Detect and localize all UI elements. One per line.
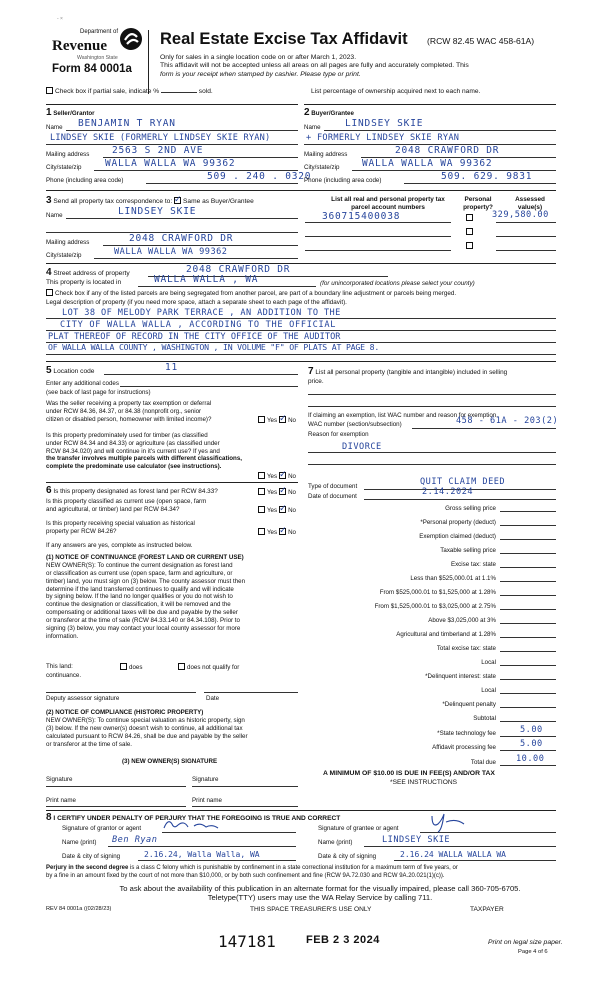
alternate-format: To ask about the availability of this publication in an alternate format for the visually impaired, please call 360-705-6705. Teletype(TTY) users may use the WA Relay Service by calling 711. <box>119 884 521 903</box>
buyer-name-label: Name <box>304 124 321 131</box>
seller-city[interactable]: WALLA WALLA WA 99362 <box>105 158 236 169</box>
page-number: Page 4 of 6 <box>518 949 548 955</box>
amount-line[interactable] <box>500 721 556 722</box>
cb[interactable] <box>279 528 286 535</box>
taxpayer-label: TAXPAYER <box>470 906 504 913</box>
grantor-name[interactable]: Ben Ryan <box>112 835 158 845</box>
form-number: Form 84 0001a <box>52 63 132 75</box>
line <box>308 394 556 395</box>
buyer-name-1[interactable]: LINDSEY SKIE <box>345 118 424 129</box>
print-label-2: Print name <box>192 797 222 804</box>
local-interest: Local <box>481 687 496 694</box>
forest-question: 6 Is this property designated as forest land per RCW 84.33? <box>46 485 218 496</box>
additional-codes-note: (see back of last page for instructions) <box>46 389 151 396</box>
line <box>66 218 298 219</box>
seller-phone[interactable]: 509 . 240 . 0320 <box>207 171 312 182</box>
parcels-col-2: Personal property? <box>463 196 493 211</box>
partial-percent-field[interactable] <box>161 92 197 93</box>
located-label: This property is located in <box>46 279 122 286</box>
notice-line-1: Only for sales in a single location code on or after March 1, 2023. <box>160 54 357 61</box>
same-as-buyer-checkbox[interactable] <box>174 197 181 204</box>
amount-line[interactable] <box>500 736 556 737</box>
notice-line-3: form is your receipt when stamped by cashier. Please type or print. <box>160 71 361 78</box>
parcel-number[interactable]: 360715400038 <box>322 211 401 222</box>
line <box>496 222 556 223</box>
wac-number[interactable]: 458 - 61A - 203(2) <box>456 416 559 426</box>
total-due: Total due <box>470 759 496 766</box>
this-land-label: This land: <box>46 663 73 670</box>
legal-line-3[interactable]: PLAT THEREOF OF RECORD IN THE CITY OFFICE OF THE AUDITOR <box>48 332 341 342</box>
ownership-note: List percentage of ownership acquired next to each name. <box>311 88 481 95</box>
located-note: (for unincorporated locations please select your county) <box>320 280 475 287</box>
delinquent-penalty: *Delinquent penalty <box>442 701 496 708</box>
line <box>104 374 298 375</box>
personal-property-deduct: *Personal property (deduct) <box>420 519 496 526</box>
line <box>308 406 556 407</box>
divider <box>46 190 556 191</box>
dept-label: Department of <box>80 29 119 35</box>
seller-name-1[interactable]: BENJAMIN T RYAN <box>78 118 176 129</box>
exemption-instr: If claiming an exemption, list WAC number and reason for exemption. <box>308 412 498 419</box>
corr-city-label: City/state/zip <box>46 252 82 259</box>
deputy-date-label: Date <box>206 695 220 702</box>
treasurer-use: THIS SPACE TREASURER'S USE ONLY <box>250 906 372 913</box>
processing-fee: Affidavit processing fee <box>432 744 496 751</box>
current-use-yes-no: Yes✓ No <box>258 506 296 514</box>
seller-mail[interactable]: 2563 S 2ND AVE <box>112 145 204 156</box>
exemption-yes-no: Yes✓ No <box>258 416 296 424</box>
amount-line[interactable] <box>500 581 556 582</box>
seller-phone-label: Phone (including area code) <box>46 177 124 184</box>
buyer-name-2[interactable]: + FORMERLY LINDSEY SKIE RYAN <box>306 133 460 143</box>
legal-line-4[interactable]: OF WALLA WALLA COUNTY , WASHINGTON , IN VOLUME "F" OF PLATS AT PAGE 8. <box>48 342 380 352</box>
taxable-selling-price: Taxable selling price <box>440 547 496 554</box>
notice-line-2: This affidavit will not be accepted unless all areas on all pages are fully and accurately completed. This <box>160 62 469 69</box>
bracket-4: Above $3,025,000 at 3% <box>428 617 496 624</box>
line <box>66 130 298 131</box>
line <box>138 860 296 861</box>
amount-line[interactable] <box>500 525 556 526</box>
perjury-notice: Perjury in the second degree is a class C felony which is punishable by confinement in a state correctional institution for a maximum term of five years, or by a fine in an amount fixed by the court of not more than $10,000, or by both such confinement and fine (RCW 9A.72.030 and RCW 9A.20.021(1)(c)). <box>46 865 458 879</box>
amount-line[interactable] <box>500 750 556 751</box>
buyer-phone[interactable]: 509. 629. 9831 <box>441 171 533 182</box>
exemption-deduct: Exemption claimed (deduct) <box>419 533 496 540</box>
reason-label: Reason for exemption <box>308 431 369 438</box>
line <box>394 860 556 861</box>
buyer-mail-label: Mailing address <box>304 151 348 158</box>
divider <box>304 104 556 105</box>
total-due-value[interactable]: 10.00 <box>516 754 545 764</box>
legal-label: Legal description of property (if you need more space, attach a separate sheet to each page of the affidavit). <box>46 299 347 306</box>
divider <box>46 482 298 483</box>
stamp-date: FEB 2 3 2024 <box>306 934 380 946</box>
timber-yes-no: Yes✓ No <box>258 472 296 480</box>
line <box>46 806 186 807</box>
line <box>404 183 556 184</box>
amount-line[interactable] <box>500 609 556 610</box>
property-street[interactable]: 2048 CRAWFORD DR <box>186 264 291 275</box>
bracket-2: From $525,000.01 to $1,525,000 at 1.28% <box>379 589 496 596</box>
divider <box>46 104 298 105</box>
line <box>46 692 196 693</box>
personal-prop-checkbox-3[interactable] <box>466 242 475 250</box>
certify-heading: 8 I CERTIFY UNDER PENALTY OF PERJURY THAT THE FOREGOING IS TRUE AND CORRECT <box>46 812 341 823</box>
line <box>46 786 186 787</box>
local-tax: Local <box>481 659 496 666</box>
answers-instr: If any answers are yes, complete as instructed below. <box>46 542 193 549</box>
notice-compliance: (2) NOTICE OF COMPLIANCE (HISTORIC PROPERTY) NEW OWNER(S): To continue special valuation as historic property, sign (3) below. If the new owner(s) doesn't wish to continue, all additional tax calculated pursuant to RCW 84.26, shall be due and payable by the seller or transferor at the time of sale. <box>46 709 248 748</box>
personal-prop-checkbox-1[interactable] <box>466 214 475 222</box>
header-divider <box>148 30 149 94</box>
seller-heading: 1 Seller/Grantor <box>46 107 95 118</box>
divider <box>46 361 556 362</box>
segregated-row: Check box if any of the listed parcels are being segregated from another parcel, are part of a boundary line adjustment or parcels being merged. <box>46 289 456 298</box>
bracket-1: Less than $525,000.01 at 1.1% <box>410 575 496 582</box>
line <box>146 183 298 184</box>
amount-line[interactable] <box>500 665 556 666</box>
notice-continuance: (1) NOTICE OF CONTINUANCE (FOREST LAND OR CURRENT USE) NEW OWNER(S): To continue the current designation as forest land or classification as current use (open space, farm and agriculture, or timber) land, you must sign on (3) below. The county assessor must then determine if the land transferred continues to qualify and will indicate by signing below. If the land no longer qualifies or you do not wish to continue the designation or classification, it will be removed and the compensating or additional taxes will be due and payable by the seller or transferor at the time of sale (RCW 84.33.140 or 84.34.108). Prior to signing (3) below, you may contact your local county assessor for more information. <box>46 554 246 640</box>
historic-question: Is this property receiving special valuation as historical property per RCW 84.26? <box>46 520 195 535</box>
buyer-city-label: City/state/zip <box>304 164 340 171</box>
parcels-col-1: List all real and personal property tax parcel account numbers <box>331 196 445 211</box>
grantee-date-label: Date & city of signing <box>318 853 377 860</box>
timber-question: Is this property predominately used for timber (as classified under RCW 84.34 and 84.33) or agriculture (as classified under RCW 84.34.020) and will continue in it's current use? If yes and the transfer involves multiple parcels with different classifications, complete the predominate use calculator (see instructions). <box>46 432 242 470</box>
subtotal: Subtotal <box>473 715 496 722</box>
line <box>324 130 556 131</box>
corr-mail-label: Mailing address <box>46 239 90 246</box>
line <box>364 499 556 500</box>
cb[interactable] <box>120 663 127 670</box>
doc-type[interactable]: QUIT CLAIM DEED <box>420 477 506 487</box>
does-not-option: does not qualify for <box>178 663 239 671</box>
divider <box>46 263 556 264</box>
amount-line[interactable] <box>500 679 556 680</box>
wac-label: WAC number (section/subsection) <box>308 421 402 428</box>
personal-property-label: 7 List all personal property (tangible and intangible) included in selling price. <box>308 366 508 385</box>
line <box>138 286 316 287</box>
receipt-number: 147181 <box>218 932 276 951</box>
form-title: Real Estate Excise Tax Affidavit <box>160 30 408 48</box>
exemption-reason[interactable]: DIVORCE <box>342 442 382 452</box>
agency-label: Revenue <box>52 38 107 54</box>
amount-line[interactable] <box>500 553 556 554</box>
grantor-sig-label: Signature of grantor or agent <box>62 825 142 832</box>
bracket-5: Agricultural and timberland at 1.28% <box>396 631 496 638</box>
amount-line[interactable] <box>500 651 556 652</box>
line <box>192 806 298 807</box>
personal-prop-checkbox-2[interactable] <box>466 228 475 236</box>
line <box>94 258 298 259</box>
line <box>412 428 556 429</box>
doc-date-label: Date of document <box>308 493 357 500</box>
additional-codes-label: Enter any additional codes <box>46 380 119 387</box>
tech-fee-value[interactable]: 5.00 <box>520 725 543 735</box>
amount-line[interactable] <box>500 539 556 540</box>
current-use-question: Is this property classified as current use (open space, farm and agricultural, or timber) land per RCW 84.34? <box>46 498 207 513</box>
processing-fee-value[interactable]: 5.00 <box>520 739 543 749</box>
tech-fee: *State technology fee <box>437 730 496 737</box>
corr-name[interactable]: LINDSEY SKIE <box>118 206 197 217</box>
line <box>192 786 298 787</box>
seller-name-label: Name <box>46 124 63 131</box>
line <box>162 832 296 833</box>
parcels-col-3: Assessed value(s) <box>515 196 545 211</box>
exemption-yes[interactable] <box>258 416 265 423</box>
cb[interactable] <box>279 506 286 513</box>
exemption-no[interactable] <box>279 416 286 423</box>
grantee-signature[interactable] <box>426 812 476 834</box>
sig-label-2: Signature <box>192 776 219 783</box>
line <box>46 354 556 355</box>
see-instructions: *SEE INSTRUCTIONS <box>390 779 458 786</box>
line <box>108 846 296 847</box>
new-owner-heading: (3) NEW OWNER(S) SIGNATURE <box>122 758 218 765</box>
line <box>120 386 298 387</box>
cb[interactable] <box>279 472 286 479</box>
line <box>204 692 298 693</box>
cb[interactable] <box>258 528 265 535</box>
line <box>305 250 451 251</box>
legal-line-1[interactable]: LOT 38 OF MELODY PARK TERRACE , AN ADDITION TO THE <box>62 308 341 318</box>
grantor-date-label: Date & city of signing <box>62 853 121 860</box>
grantee-sig-label: Signature of grantee or agent <box>318 825 399 832</box>
seller-name-2[interactable]: LINDSEY SKIE (FORMERLY LINDSEY SKIE RYAN) <box>50 133 271 143</box>
grantee-name-label: Name (print) <box>318 839 353 846</box>
grantee-date[interactable]: 2.16.24 WALLA WALLA WA <box>400 850 506 859</box>
buyer-city[interactable]: WALLA WALLA WA 99362 <box>362 158 493 169</box>
total-excise-state: Total excise tax: state <box>436 645 496 652</box>
deputy-sig-label: Deputy assessor signature <box>46 695 120 702</box>
revenue-logo-icon <box>119 27 143 51</box>
amount-line[interactable] <box>500 693 556 694</box>
line <box>364 846 556 847</box>
cb[interactable] <box>258 506 265 513</box>
buyer-phone-label: Phone (including area code) <box>304 177 382 184</box>
line <box>305 236 451 237</box>
cb[interactable] <box>178 663 185 670</box>
grantor-name-label: Name (print) <box>62 839 97 846</box>
partial-sale-checkbox[interactable] <box>46 87 53 94</box>
grantor-signature[interactable] <box>160 816 240 832</box>
amount-line[interactable] <box>500 595 556 596</box>
excise-tax-state: Excise tax: state <box>450 561 496 568</box>
historic-yes-no: Yes✓ No <box>258 528 296 536</box>
revision: REV 84 0001a ((02/28/23) <box>46 906 112 912</box>
assessed-value[interactable]: 329,580.00 <box>492 210 549 220</box>
rcw-reference: (RCW 82.45 WAC 458-61A) <box>427 36 535 46</box>
partial-sale-row: Check box if partial sale, indicate % sold. <box>46 87 213 96</box>
correspondence-heading: 3 Send all property tax correspondence to: ✓ Same as Buyer/Grantee <box>46 195 254 207</box>
amount-line[interactable] <box>500 707 556 708</box>
cb[interactable] <box>258 488 265 495</box>
delinquent-interest-state: *Delinquent interest: state <box>425 673 496 680</box>
grantee-name[interactable]: LINDSEY SKIE <box>382 835 451 845</box>
print-label-1: Print name <box>46 797 76 804</box>
line <box>103 245 298 246</box>
property-located[interactable]: WALLA WALLA , WA <box>154 274 259 285</box>
minimum-due: A MINIMUM OF $10.00 IS DUE IN FEE(S) AND/OR TAX <box>323 770 495 777</box>
continuance-label: continuance. <box>46 672 82 679</box>
line <box>308 464 556 465</box>
sig-label-1: Signature <box>46 776 73 783</box>
amount-line[interactable] <box>500 567 556 568</box>
legal-line-2[interactable]: CITY OF WALLA WALLA , ACCORDING TO THE OFFICIAL <box>60 320 337 330</box>
line <box>496 250 556 251</box>
cb[interactable] <box>258 472 265 479</box>
corr-city[interactable]: WALLA WALLA WA 99362 <box>114 247 228 257</box>
seller-city-label: City/state/zip <box>46 164 82 171</box>
doc-date[interactable]: 2.14.2024 <box>422 487 474 497</box>
gross-selling-price: Gross selling price <box>445 505 496 512</box>
location-code[interactable]: 11 <box>165 362 179 373</box>
segregated-checkbox[interactable] <box>46 289 53 296</box>
divider <box>46 810 556 811</box>
street-heading: 4 Street address of property <box>46 267 130 278</box>
location-code-label: 5 Location code <box>46 365 95 376</box>
amount-line[interactable] <box>500 511 556 512</box>
bracket-3: From $1,525,000.01 to $3,025,000 at 2.75% <box>374 603 496 610</box>
seller-mail-label: Mailing address <box>46 151 90 158</box>
legal-paper-note: Print on legal size paper. <box>488 939 563 946</box>
does-option: does <box>120 663 142 671</box>
amount-line[interactable] <box>500 623 556 624</box>
exemption-question: Was the seller receiving a property tax exemption or deferral under RCW 84.36, 84.37, or 84.38 (nonprofit org., senior citizen or disabled person, homeowner with limited income)? <box>46 400 212 423</box>
doc-type-label: Type of document <box>308 483 358 490</box>
corr-name-label: Name <box>46 212 63 219</box>
corner-mark: - × <box>57 16 63 22</box>
forest-yes-no: Yes✓ No <box>258 488 296 496</box>
grantor-date[interactable]: 2.16.24, Walla Walla, WA <box>144 850 260 859</box>
cb[interactable] <box>279 488 286 495</box>
line <box>496 236 556 237</box>
amount-line[interactable] <box>500 765 556 766</box>
state-label: Washington State <box>77 55 118 61</box>
buyer-heading: 2 Buyer/Grantee <box>304 107 354 118</box>
corr-mail[interactable]: 2048 CRAWFORD DR <box>129 233 234 244</box>
buyer-mail[interactable]: 2048 CRAWFORD DR <box>395 145 500 156</box>
amount-line[interactable] <box>500 637 556 638</box>
